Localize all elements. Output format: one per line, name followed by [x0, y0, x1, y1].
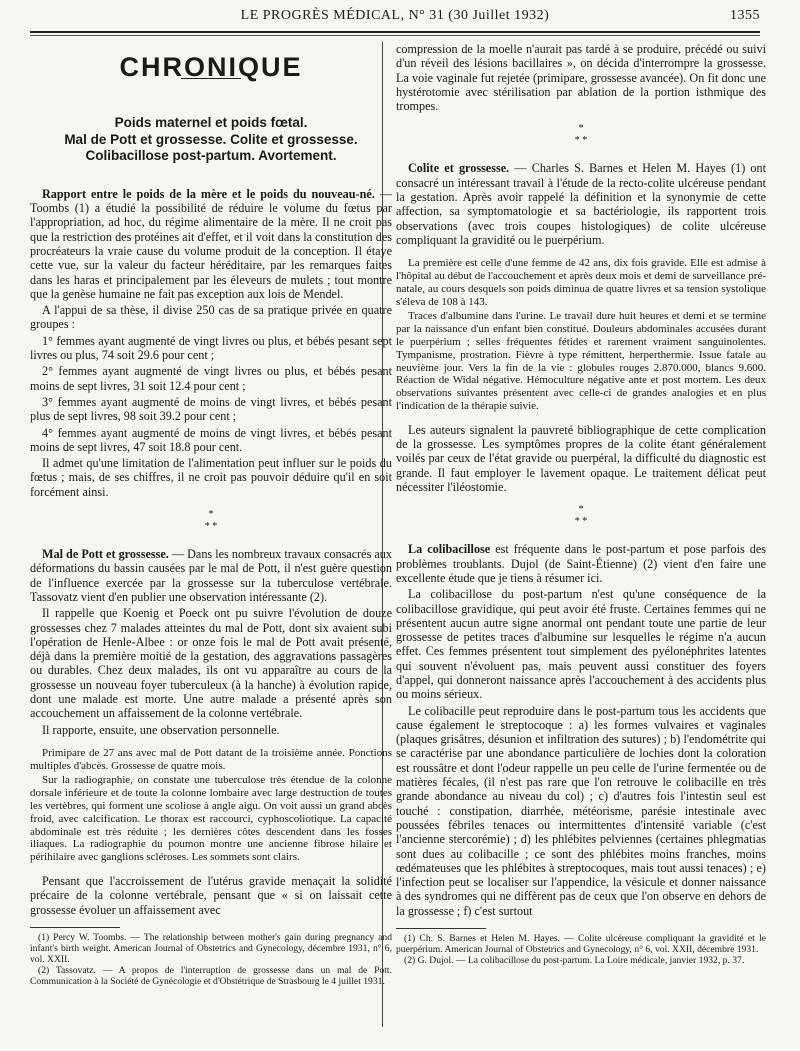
section-title: CHRONIQUE [119, 52, 303, 82]
subject-line: Poids maternel et poids fœtal. [114, 115, 308, 131]
section-separator: * * * [574, 504, 588, 528]
article-paragraph [30, 547, 392, 604]
article-paragraph [30, 187, 392, 301]
article-heading: Rapport entre le poids de la mère et le poids du nouveau-né. [42, 186, 375, 201]
paragraph-text: — Dans les nombreux travaux consacrés aux déformations du bassin causées par le mal de Pott, il n'est guère question de l'influence exercée par la grossesse sur la tuberculose vertébrale. Tassovatz vient d'en publier une observation intéressante (2). [30, 547, 392, 604]
list-item: 1° femmes ayant augmenté de vingt livres ou plus, et bébés pesant sept livres ou plus, 74 soit 29.6 pour cent ; [30, 333, 392, 363]
group-list [30, 334, 392, 454]
journal-title: LE PROGRÈS MÉDICAL, N° 31 (30 Juillet 1932) [240, 8, 550, 23]
footnote: (1) Percy W. Toombs. — The relationship between mother's gain during pregnancy and infant's birth weight. American Journal of Obstetrics and Gynecology, décembre 1931, n° 6, vol. XXII. [30, 931, 392, 965]
right-column [396, 42, 766, 966]
left-column [30, 42, 392, 987]
article-paragraph: Il admet qu'une limitation de l'alimentation peut influer sur le poids du fœtus ; mais, de ses chiffres, il ne croit pas pouvoir déduire qu'il en soit forcément ainsi. [30, 456, 392, 499]
article-paragraph: A l'appui de sa thèse, il divise 250 cas de sa pratique privée en quatre groupes : [30, 303, 392, 332]
subject-list [30, 115, 392, 165]
paragraph-text: — Charles S. Barnes et Helen M. Hayes (1) ont consacré un intéressant travail à l'étude de la recto-colite ulcéreuse pendant la gestation. Après avoir rappelé la définition et la synonymie de cette affection, sa symptomatologie et sa bactériologie, ils rapportent trois observations (avec trois coupes histologiques) de colite ulcéreuse compliquant la gravidité ou le puerpérium. [396, 161, 766, 247]
article-paragraph: compression de la moelle n'aurait pas tardé à se produire, précédé ou suivi d'un réveil des lésions bacillaires », on décida d'interrompre la grossesse. La voie vaginale fut rejetée (primipare, grossesse avancée). On fit donc une hystérotomie avec stérilisation par ablation de la portion isthmique des trompes. [396, 42, 766, 114]
observation-text: La première est celle d'une femme de 42 ans, dix fois gravide. Elle est admise à l'hôpital au début de l'accouchement et après deux mois et demi de surveillance pré-natale, au cours desquels son poids diminua de quatre livres et sa tension systolique s'éleva de 108 à 143. [396, 257, 766, 308]
article-paragraph: Il rappelle que Koenig et Poeck ont pu suivre l'évolution de douze grossesses chez 7 malades atteintes du mal de Pott, dont six avaient subi l'opération de Henle-Albee : or onze fois le mal de Pott avait présenté, déjà dans la première moitié de la gestation, des aggravations passagères ou durables. Chez deux malades, ils ont vu apparaître au cours de la grossesse un nouveau foyer tuberculeux (à la hanche) à évolution rapide, dont une malade est morte. Une autre malade a présenté après son accouchement un affaissement de la colonne vertébrale. [30, 606, 392, 721]
subject-line: Mal de Pott et grossesse. Colite et grossesse. [64, 131, 358, 147]
article-paragraph: Pensant que l'accroissement de l'utérus gravide menaçait la solidité précaire de la colonne vertébrale, pensant que « si on laissait cette grossesse évoluer un affaissement avec [30, 874, 392, 917]
list-item: 4° femmes ayant augmenté de moins de vingt livres, et bébés pesant moins de sept livres, 47 soit 18.8 pour cent. [30, 425, 392, 454]
article-paragraph [396, 542, 766, 585]
footnote: (2) Tassovatz. — A propos de l'interruption de grossesse dans un mal de Pott. Communication à la Société de Gynécologie et d'Obstétrique de Strasbourg le 4 juillet 1931. [30, 964, 392, 987]
section-separator: * * * [574, 123, 588, 147]
list-item: 3° femmes ayant augmenté de moins de vingt livres, et bébés pesant plus de sept livres, 98 soit 39.2 pour cent ; [30, 394, 392, 424]
article-paragraph: Il rapporte, ensuite, une observation personnelle. [42, 722, 280, 737]
paragraph-text: est fréquente dans le post-partum et pose parfois des problèmes troublants. Dujol (de Saint-Étienne) (2) vient d'en faire une excellente étude que je tiens à résumer ici. [396, 542, 766, 585]
list-item: 2° femmes ayant augmenté de vingt livres ou plus, et bébés pesant moins de sept livres, 31 soit 12.4 pour cent ; [30, 364, 392, 393]
article-paragraph [396, 161, 766, 247]
footnote: (2) G. Dujol. — La colibacillose du post-partum. La Loire médicale, janvier 1932, p. 37. [404, 955, 745, 967]
header-rule-thin [30, 35, 760, 36]
footnote: (1) Ch. S. Barnes et Helen M. Hayes. — Colite ulcéreuse compliquant la gravidité et le puerpérium. American Journal of Obstetrics and Gynecology, n° 6, vol. XXII, décembre 1931. [396, 933, 766, 956]
running-head [30, 8, 760, 30]
paragraph-text: — Toombs (1) a étudié la possibilité de réduire le volume du fœtus par l'appropriation, ad hoc, du régime alimentaire de la mère. Il ne croit pas que la restriction des protéines ait d'effet, et il voit dans la constitution des procréateurs la vraie cause du volume produit de la conception. Il étaye cette vue, sur la valeur du facteur héréditaire, par les remarques faites dans les haras et principalement par les éleveurs de mulets ; tout montre que la genèse humaine ne fait pas exception aux lois de Mendel. [30, 186, 392, 301]
page-number: 1355 [730, 8, 760, 23]
observation-text: Sur la radiographie, on constate une tuberculose très étendue de la colonne dorsale inférieure et de toute la colonne lombaire avec large destruction de toutes les vertèbres, qui forment une scoliose à angle aigu. On voit aussi un grand abcès froid, avec calcification. Le thorax est raccourci, cyphoscoliotique. La capacité abdominale est très réduite ; les dernières côtes descendent dans les fosses iliaques. La radiographie du poumon montre une ancienne fibrose hilaire et périhilaire avec ganglions scléroses. Les sommets sont clairs. [30, 774, 392, 864]
section-separator: * * * [204, 509, 218, 533]
article-paragraph: Les auteurs signalent la pauvreté bibliographique de cette complication de la grossesse. Les symptômes propres de la colite étant généralement voilés par ceux de l'état gravide ou puerpéral, la difficulté du diagnostic est grande. Il faut employer le lavement opaque. Le traitement délicat peut nécessiter l'iléostomie. [396, 422, 766, 495]
observation-text: Traces d'albumine dans l'urine. Le travail dure huit heures et demi et se termine par la naissance d'un enfant bien constitué. Douleurs abdominales accusées durant le puerpérium ; selles fréquentes fétides et rarement vraiment sanguinolentes. Tympanisme, prostration. Fièvre à type rémittent, herperthermie. Issue fatale au neuvième jour. Vers la fin de la vie : globules rouges 2.870.000, blancs 9.600. Réaction de Widal négative. Hémoculture négative ante et post mortem. Les deux observations suivantes présentent avec celle-ci de grandes analogies et en plus l'indication de la thérapie suivie. [396, 310, 766, 413]
header-rule [30, 31, 760, 33]
subject-line: Colibacillose post-partum. Avortement. [85, 148, 337, 164]
article-paragraph: La colibacillose du post-partum n'est qu'une conséquence de la colibacillose gravidique, qui peut avoir été fruste. Certaines femmes qui ne présentent aucun autre signe anormal ont pendant toute une partie de leur grossesse de petites traces d'albumine sur lesquelles le régime n'a aucun effet. Ces femmes présentent tout simplement des pyélonéphrites latentes qui souvent n'évoluent pas, mais peuvent aussi constituer des foyers d'appel, qui donneront naissance après l'accouchement à des accidents plus ou moins sérieux. [396, 587, 766, 702]
article-heading: Colite et grossesse. [408, 161, 510, 176]
footnote-rule [396, 928, 486, 929]
footnote-rule [30, 927, 120, 928]
observation-text: Primipare de 27 ans avec mal de Pott datant de la troisième année. Ponctions multiples d'abcès. Grossesse de quatre mois. [30, 746, 392, 772]
article-heading: Mal de Pott et grossesse. [42, 547, 169, 562]
article-heading: La colibacillose [408, 542, 491, 557]
article-paragraph: Le colibacille peut reproduire dans le post-partum tous les accidents que cause également le streptocoque : a) les formes vulvaires et vaginales (plaques grisâtres, désunion et infiltration des sutures) ; b) l'endométrite qui se caractérise par une abondance particulière de lochies dont la coloration est roussâtre et dont l'odeur rappelle un peu celle de l'urine fermentée ou de matières fécales, (il n'est pas rare que l'on retrouve le colibacille en très grande abondance au niveau du col) ; c) d'autres fois l'intestin seul est touché : constipation, diarrhée, météorisme, parésie intestinale avec poussées fébriles tenaces ou intermittentes d'intensité variable (c'est l'ancienne stercorémie) ; d) les phlébites pelviennes (certaines phlegmatias sont dues au colibacille ; ce sont des phlébites moins franches, moins œdémateuses que les phlébites à streptocoques, mais tout aussi tenaces) ; e) l'infection peut se localiser sur l'appendice, la vésicule et donner naissance à des syndromes qui ne diffèrent pas de ceux que l'on observe en dehors de la grossesse ; f) c'est surtout [396, 703, 766, 918]
